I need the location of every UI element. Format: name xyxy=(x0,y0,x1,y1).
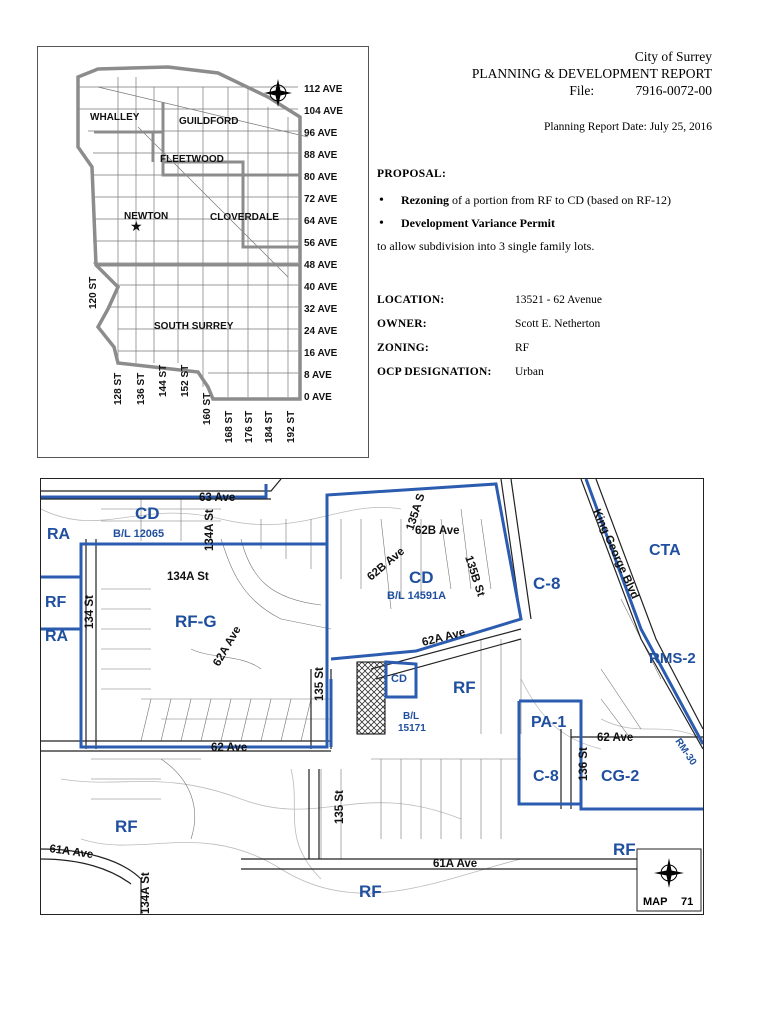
street-label: 176 ST xyxy=(244,410,255,443)
street-label: 61A Ave xyxy=(433,858,478,870)
avenue-label: 8 AVE xyxy=(304,370,332,381)
zone-label: PA-1 xyxy=(531,714,567,731)
proposal-item-text: of a portion from RF to CD (based on RF-12) xyxy=(449,193,671,207)
street-label: 184 ST xyxy=(264,410,275,443)
avenue-label: 40 AVE xyxy=(304,282,338,293)
details-table xyxy=(377,288,717,384)
proposal-item-bold: Development Variance Permit xyxy=(401,216,555,230)
street-label: 128 ST xyxy=(113,372,124,405)
street-label: 134A St xyxy=(204,509,216,551)
proposal-item xyxy=(377,215,717,232)
street-label: 63 Ave xyxy=(199,492,236,504)
zone-label: RM-30 xyxy=(672,736,699,768)
avenue-label: 88 AVE xyxy=(304,150,338,161)
street-label: 144 ST xyxy=(158,364,169,397)
street-label: 62 Ave xyxy=(597,732,634,744)
map-number: 71 xyxy=(681,896,694,908)
street-label: 135B St xyxy=(462,554,487,599)
avenue-label: 112 AVE xyxy=(304,84,343,95)
zone-label: B/L 14591A xyxy=(387,590,447,602)
proposal-tail: to allow subdivision into 3 single family lots. xyxy=(377,239,595,253)
zone-label: RA xyxy=(47,526,71,543)
report-date: Planning Report Date: July 25, 2016 xyxy=(543,121,712,133)
street-label: 62A Ave xyxy=(420,626,467,649)
street-label: 134A St xyxy=(167,571,209,583)
avenue-label: 80 AVE xyxy=(304,172,338,183)
detail-label: ZONING: xyxy=(377,342,429,354)
avenue-label: 96 AVE xyxy=(304,128,338,139)
avenue-label: 24 AVE xyxy=(304,326,338,337)
zone-label: C-8 xyxy=(533,768,559,785)
avenue-label: 72 AVE xyxy=(304,194,338,205)
street-label: 61A Ave xyxy=(48,843,94,862)
area-label: NEWTON xyxy=(124,211,169,222)
street-label: 160 ST xyxy=(202,392,213,425)
zone-label: RMS-2 xyxy=(649,650,696,667)
detail-row xyxy=(377,336,717,360)
avenue-label: 32 AVE xyxy=(304,304,338,315)
zoning-map-svg xyxy=(41,479,703,914)
street-label: 136 St xyxy=(578,747,590,781)
zone-label: C-8 xyxy=(533,574,561,593)
zone-label: B/L 12065 xyxy=(113,528,165,540)
detail-row xyxy=(377,288,717,312)
zone-label: RF-G xyxy=(175,612,217,631)
street-label: 62B Ave xyxy=(365,545,408,584)
zone-label: RF xyxy=(115,817,138,836)
proposal-title: PROPOSAL: xyxy=(377,168,447,180)
zone-label: RF xyxy=(613,840,636,859)
area-label: FLEETWOOD xyxy=(160,154,224,165)
overview-map-svg xyxy=(38,47,368,457)
area-label: WHALLEY xyxy=(90,112,140,123)
area-label: CLOVERDALE xyxy=(210,212,279,223)
detail-value: Scott E. Netherton xyxy=(515,318,601,330)
subject-site xyxy=(357,662,385,734)
city-name: City of Surrey xyxy=(634,49,712,64)
zoning-map xyxy=(40,478,704,915)
zone-label: CG-2 xyxy=(601,768,640,785)
proposal-section xyxy=(377,166,717,255)
avenue-label: 64 AVE xyxy=(304,216,338,227)
street-label: 134 St xyxy=(84,595,96,629)
map-label: MAP xyxy=(643,896,668,908)
file-label: File: xyxy=(569,83,595,98)
street-label: 135A S xyxy=(404,492,428,532)
avenue-label: 16 AVE xyxy=(304,348,338,359)
zone-label: CTA xyxy=(649,542,681,559)
street-label: 62A Ave xyxy=(211,624,244,669)
street-label: 120 ST xyxy=(88,276,99,309)
zone-label: RF xyxy=(359,882,382,901)
report-title: PLANNING & DEVELOPMENT REPORT xyxy=(471,66,712,81)
street-label: 62B Ave xyxy=(415,525,460,537)
file-number: 7916-0072-00 xyxy=(635,83,712,98)
zone-label: CD xyxy=(135,504,160,523)
area-label: GUILDFORD xyxy=(179,116,239,127)
newton-star-icon: ★ xyxy=(130,218,143,234)
street-label: King George Blvd xyxy=(590,507,641,601)
proposal-item-bold: Rezoning xyxy=(401,193,449,207)
avenue-label: 48 AVE xyxy=(304,260,338,271)
detail-label: OWNER: xyxy=(377,318,427,330)
file-line xyxy=(440,82,712,99)
street-label: 152 ST xyxy=(180,364,191,397)
compass-icon xyxy=(264,79,292,107)
detail-value: 13521 - 62 Avenue xyxy=(515,294,602,306)
detail-label: LOCATION: xyxy=(377,294,445,306)
zone-label: 15171 xyxy=(398,723,426,734)
street-label: 168 ST xyxy=(224,410,235,443)
detail-row xyxy=(377,312,717,336)
avenue-label: 104 AVE xyxy=(304,106,343,117)
overview-map xyxy=(37,46,369,458)
street-label: 136 ST xyxy=(136,372,147,405)
area-label: SOUTH SURREY xyxy=(154,321,234,332)
zone-label: RF xyxy=(45,594,67,611)
report-header xyxy=(440,48,712,99)
zone-label: B/L xyxy=(403,711,420,722)
detail-row xyxy=(377,360,717,384)
detail-value: Urban xyxy=(515,366,544,378)
detail-value: RF xyxy=(515,342,530,354)
map-legend xyxy=(637,849,701,911)
zone-label: RF xyxy=(453,678,476,697)
detail-label: OCP DESIGNATION: xyxy=(377,366,492,378)
street-label: 134A St xyxy=(140,872,152,914)
street-label: 192 ST xyxy=(286,410,297,443)
zone-label: CD xyxy=(391,673,407,685)
street-label: 62 Ave xyxy=(211,742,248,754)
zone-label: CD xyxy=(409,568,434,587)
avenue-label: 56 AVE xyxy=(304,238,338,249)
zone-label: RA xyxy=(45,628,69,645)
avenue-label: 0 AVE xyxy=(304,392,332,403)
street-label: 135 St xyxy=(334,790,346,824)
street-label: 135 St xyxy=(314,667,326,701)
proposal-item xyxy=(377,192,717,209)
